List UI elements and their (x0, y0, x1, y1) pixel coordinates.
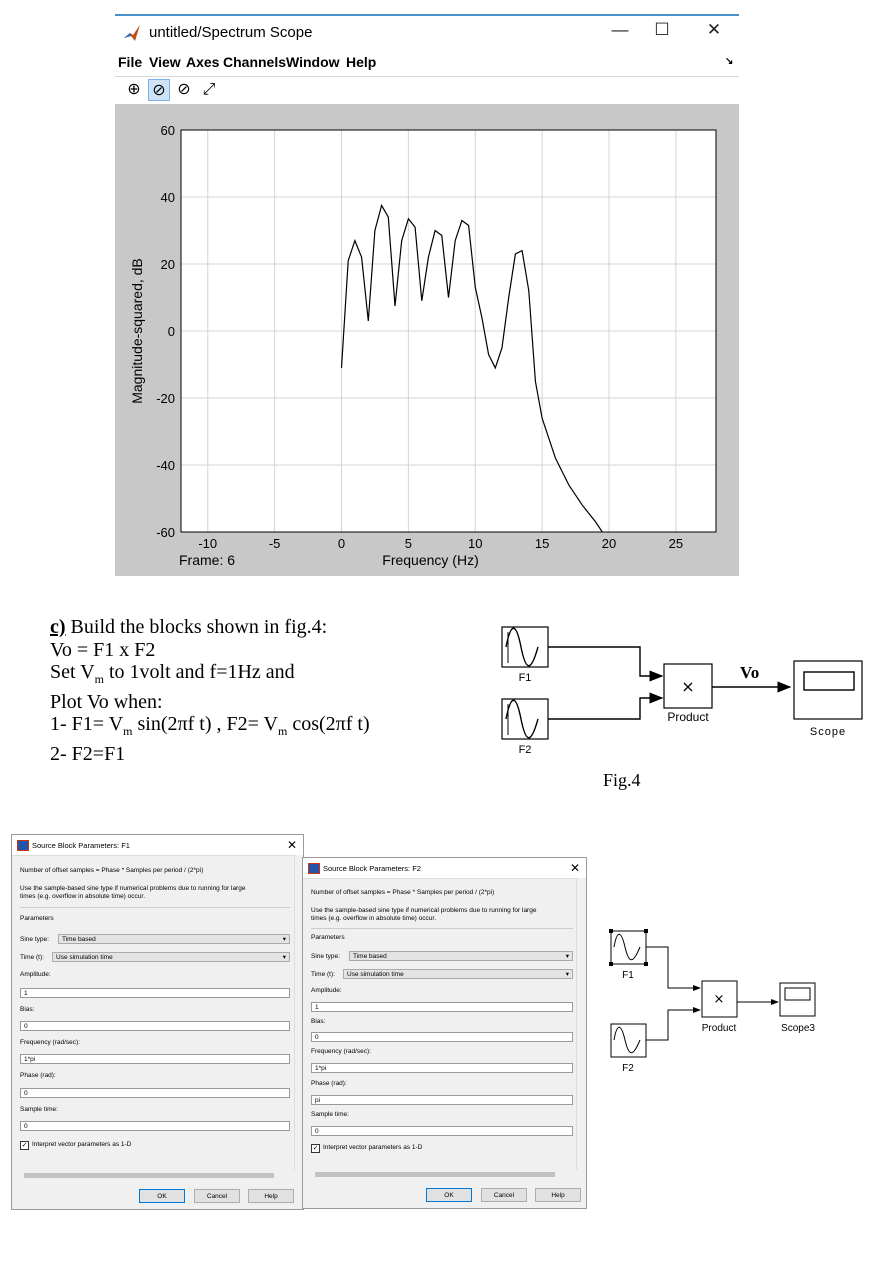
dialog-f2-title: Source Block Parameters: F2 (323, 864, 421, 873)
x-tick-label: 0 (337, 536, 346, 551)
dialog-f1-amplitude-label: Amplitude: (20, 971, 51, 978)
dialog-f1-desc-1: Number of offset samples = Phase * Samples per period / (2*pi) (20, 867, 204, 874)
dialog-f2-bias-label: Bias: (311, 1018, 326, 1025)
dialog-f2-ok-button[interactable]: OK (426, 1188, 472, 1202)
instructions (50, 616, 490, 765)
menu-bar (115, 52, 739, 74)
dialog-f1-frequency-label: Frequency (rad/sec): (20, 1039, 80, 1046)
dialog-f2-params-header: Parameters (311, 934, 345, 941)
dialog-f1-amplitude-field[interactable]: 1 (20, 988, 290, 998)
x-tick-label: -10 (198, 536, 218, 551)
dialog-f2-bias-field[interactable]: 0 (311, 1032, 573, 1042)
x-tick-label: -5 (268, 536, 281, 551)
x-axis-label: Frequency (Hz) (382, 552, 479, 568)
model2-scope-label: Scope3 (781, 1023, 815, 1034)
dialog-f1 (11, 834, 304, 1210)
dialog-f2-desc-2: Use the sample-based sine type if numerical problems due to running for large (311, 907, 537, 914)
instruction-line-3: Set $V_m$ to 1volt and f=1Hz and (50, 661, 295, 686)
dialog-f2-time-label: Time (t): (311, 971, 335, 978)
dialog-f1-desc-2: Use the sample-based sine type if numerical problems due to running for large (20, 885, 246, 892)
fig4-signal-label: Vo (740, 663, 760, 682)
dialog-f2-sine-type-select[interactable]: Time based ▾ (349, 951, 573, 961)
dialog-f1-horizontal-scrollbar[interactable] (14, 1171, 292, 1180)
y-tick-label: 40 (160, 190, 175, 205)
instruction-line-6: 2- F2=F1 (50, 742, 126, 765)
chevron-down-icon: ▾ (282, 954, 286, 961)
dialog-f2-frequency-label: Frequency (rad/sec): (311, 1048, 371, 1055)
x-tick-label: 25 (668, 536, 684, 551)
fig4-wire-f1 (548, 647, 662, 676)
dialog-f2-interpret-checkbox[interactable]: ✓ (312, 1145, 319, 1152)
dialog-f1-sine-type-label: Sine type: (20, 936, 49, 943)
dialog-f1-bias-label: Bias: (20, 1006, 35, 1013)
spectrum-scope-window (115, 14, 739, 576)
dialog-f2-horizontal-scrollbar[interactable] (305, 1170, 575, 1179)
dialog-f2-interpret-label: Interpret vector parameters as 1-D (323, 1144, 423, 1151)
model2-f2-label: F2 (622, 1063, 634, 1074)
title-bar[interactable] (115, 16, 739, 50)
spectrum-chart (115, 104, 739, 576)
x-tick-label: 5 (404, 536, 412, 551)
menu-window[interactable]: Window (286, 54, 340, 70)
y-tick-label: 0 (167, 324, 175, 339)
dialog-f1-titlebar[interactable] (12, 835, 303, 856)
scrollbar-thumb[interactable] (315, 1172, 555, 1177)
dialog-f2-amplitude-field[interactable]: 1 (311, 1002, 573, 1012)
dialog-f1-phase-label: Phase (rad): (20, 1072, 56, 1079)
dialog-f1-sine-type-select[interactable]: Time based ▾ (58, 934, 290, 944)
dialog-f2-desc-3: times (e.g. overflow in absolute time) occur. (311, 915, 436, 922)
simulink-block-icon (17, 840, 29, 851)
close-icon[interactable]: ✕ (569, 861, 580, 875)
dialog-f1-time-select[interactable]: Use simulation time ▾ (52, 952, 290, 962)
y-tick-label: 60 (160, 123, 175, 138)
fig4-product-symbol: × (681, 677, 695, 696)
menu-view[interactable]: View (149, 54, 181, 70)
model2-scope-block[interactable] (780, 983, 815, 1016)
model2-f1-label: F1 (622, 970, 634, 981)
fig4-block-diagram (490, 618, 880, 798)
close-icon[interactable]: ✕ (286, 838, 297, 852)
frame-label: Frame: 6 (179, 552, 236, 568)
close-button[interactable]: ✕ (706, 20, 722, 39)
dialog-f1-interpret-label: Interpret vector parameters as 1-D (32, 1141, 132, 1148)
chevron-down-icon: ▾ (565, 953, 569, 960)
x-tick-label: 20 (601, 536, 617, 551)
dialog-f1-interpret-checkbox[interactable]: ✓ (21, 1142, 28, 1149)
dialog-f1-ok-button[interactable]: OK (139, 1189, 185, 1203)
dialog-f1-cancel-button[interactable]: Cancel (194, 1189, 240, 1203)
dialog-f1-phase-field[interactable]: 0 (20, 1088, 290, 1098)
model2-f2-block[interactable] (611, 1024, 646, 1057)
menu-channels[interactable]: Channels (223, 54, 287, 70)
plot-area (115, 104, 739, 576)
dialog-f2-desc-1: Number of offset samples = Phase * Samples per period / (2*pi) (311, 889, 495, 896)
menu-file[interactable]: File (118, 54, 143, 70)
simulink-block-icon (308, 863, 320, 874)
fig4-f2-block[interactable] (502, 699, 548, 739)
simulink-model-2 (600, 920, 840, 1080)
chevron-down-icon: ▾ (565, 971, 569, 978)
zoom-in-icon[interactable]: ⊕ (127, 81, 141, 98)
dialog-f1-time-label: Time (t): (20, 954, 44, 961)
dialog-f2-cancel-button[interactable]: Cancel (481, 1188, 527, 1202)
model2-f1-block[interactable] (609, 929, 648, 966)
y-tick-label: -60 (156, 525, 175, 540)
dialog-f2-phase-label: Phase (rad): (311, 1080, 347, 1087)
dialog-f2-phase-field[interactable]: pi (311, 1095, 573, 1105)
dialog-f1-desc-3: times (e.g. overflow in absolute time) occur. (20, 893, 145, 900)
model2-product-label: Product (701, 1023, 737, 1034)
instruction-line-2: Vo = F1 x F2 (50, 638, 156, 661)
y-tick-label: -40 (156, 458, 175, 473)
dock-arrow-icon[interactable]: ↘ (725, 56, 734, 67)
dialog-f1-frequency-field[interactable]: 1*pi (20, 1054, 290, 1064)
matlab-logo-icon (123, 24, 141, 42)
chevron-down-icon: ▾ (282, 936, 286, 943)
dialog-f2-sine-type-label: Sine type: (311, 953, 340, 960)
dialog-f2-time-select[interactable]: Use simulation time ▾ (343, 969, 573, 979)
fig4-scope-block[interactable] (794, 661, 862, 719)
y-axis-label: Magnitude-squared, dB (129, 258, 145, 404)
dialog-f1-help-button[interactable]: Help (248, 1189, 294, 1203)
dialog-f2-sample-label: Sample time: (311, 1111, 349, 1118)
fig4-f1-label: F1 (518, 672, 532, 684)
divider (20, 907, 290, 908)
scrollbar-thumb[interactable] (24, 1173, 274, 1178)
dialog-f2 (302, 857, 587, 1209)
minimize-button[interactable]: — (611, 20, 629, 39)
instruction-line-5: 1- $F1= V_m$ sin(2πf t) , $F2= V_m$ cos(2πf t) (50, 713, 370, 738)
dialog-f2-sample-field[interactable]: 0 (311, 1126, 573, 1136)
fig4-scope-label: Scope (809, 726, 847, 738)
dialog-f1-sample-field[interactable]: 0 (20, 1121, 290, 1131)
instruction-line-4: Plot Vo when: (50, 690, 163, 713)
fig4-wire-f2 (548, 698, 662, 719)
dialog-f1-params-header: Parameters (20, 915, 54, 922)
dialog-f2-titlebar[interactable] (303, 858, 586, 879)
maximize-button[interactable]: ☐ (654, 20, 670, 39)
autoscale-icon[interactable]: ⤢ (202, 81, 216, 98)
fig4-f2-label: F2 (518, 744, 532, 756)
dialog-f1-sample-label: Sample time: (20, 1106, 58, 1113)
model2-wire-f2 (646, 1010, 700, 1040)
y-tick-label: 20 (160, 257, 175, 272)
toolbar (115, 76, 739, 103)
fig4-product-label: Product (667, 710, 709, 724)
model2-product-symbol: × (713, 992, 725, 1007)
dialog-f1-title: Source Block Parameters: F1 (32, 841, 130, 850)
zoom-y-icon[interactable]: ⊘ (177, 81, 191, 98)
instruction-heading: c) Build the blocks shown in fig.4: (50, 616, 328, 638)
zoom-x-icon[interactable]: ⊘ (148, 79, 170, 101)
menu-help[interactable]: Help (346, 54, 377, 70)
dialog-f2-help-button[interactable]: Help (535, 1188, 581, 1202)
menu-axes[interactable]: Axes (186, 54, 220, 70)
fig4-caption: Fig.4 (603, 770, 641, 790)
y-tick-label: -20 (156, 391, 175, 406)
dialog-f1-bias-field[interactable]: 0 (20, 1021, 290, 1031)
dialog-f2-amplitude-label: Amplitude: (311, 987, 342, 994)
dialog-f2-frequency-field[interactable]: 1*pi (311, 1063, 573, 1073)
x-tick-label: 10 (468, 536, 483, 551)
dialog-f2-vertical-scrollbar[interactable] (576, 878, 585, 1170)
window-title: untitled/Spectrum Scope (149, 24, 313, 41)
divider (311, 928, 573, 929)
x-tick-label: 15 (534, 536, 550, 551)
fig4-f1-block[interactable] (502, 627, 548, 667)
model2-wire-f1 (646, 947, 700, 988)
